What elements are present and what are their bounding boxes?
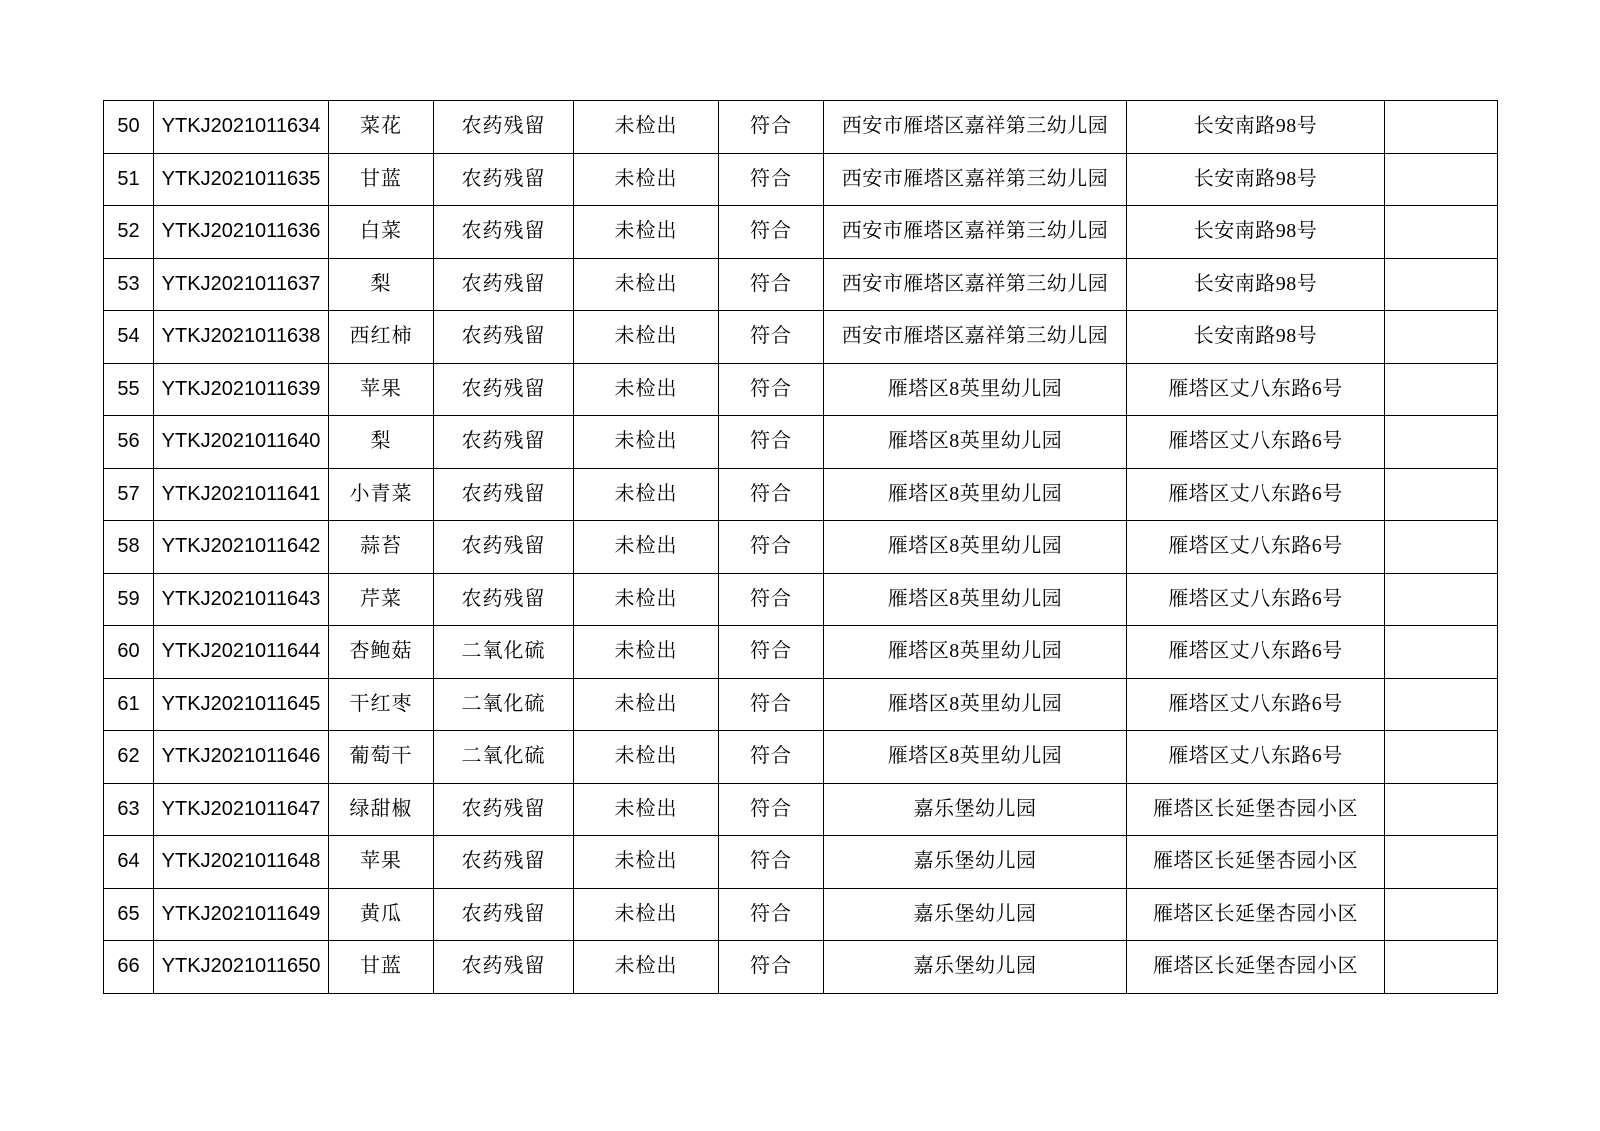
sample-code: YTKJ2021011644	[154, 626, 329, 679]
test-project: 农药残留	[434, 941, 574, 994]
test-result: 未检出	[574, 626, 719, 679]
table-row	[104, 573, 1498, 626]
test-result: 未检出	[574, 101, 719, 154]
test-result: 未检出	[574, 678, 719, 731]
address: 雁塔区长延堡杏园小区	[1127, 836, 1385, 889]
table-row	[104, 836, 1498, 889]
address: 长安南路98号	[1127, 206, 1385, 259]
inspected-unit: 嘉乐堡幼儿园	[824, 783, 1127, 836]
conclusion: 符合	[719, 101, 824, 154]
test-result: 未检出	[574, 363, 719, 416]
conclusion: 符合	[719, 153, 824, 206]
row-index: 52	[104, 206, 154, 259]
address: 长安南路98号	[1127, 153, 1385, 206]
test-result: 未检出	[574, 941, 719, 994]
test-result: 未检出	[574, 731, 719, 784]
address: 雁塔区长延堡杏园小区	[1127, 941, 1385, 994]
sample-name: 西红柿	[329, 311, 434, 364]
inspected-unit: 西安市雁塔区嘉祥第三幼儿园	[824, 101, 1127, 154]
note	[1385, 416, 1498, 469]
table-row	[104, 731, 1498, 784]
test-project: 农药残留	[434, 573, 574, 626]
row-index: 51	[104, 153, 154, 206]
conclusion: 符合	[719, 468, 824, 521]
conclusion: 符合	[719, 731, 824, 784]
sample-code: YTKJ2021011645	[154, 678, 329, 731]
note	[1385, 206, 1498, 259]
sample-name: 甘蓝	[329, 941, 434, 994]
conclusion: 符合	[719, 363, 824, 416]
sample-name: 芹菜	[329, 573, 434, 626]
row-index: 53	[104, 258, 154, 311]
test-result: 未检出	[574, 153, 719, 206]
sample-name: 苹果	[329, 836, 434, 889]
inspected-unit: 雁塔区8英里幼儿园	[824, 468, 1127, 521]
sample-code: YTKJ2021011635	[154, 153, 329, 206]
test-project: 农药残留	[434, 416, 574, 469]
sample-code: YTKJ2021011637	[154, 258, 329, 311]
address: 雁塔区丈八东路6号	[1127, 573, 1385, 626]
test-result: 未检出	[574, 573, 719, 626]
note	[1385, 311, 1498, 364]
row-index: 50	[104, 101, 154, 154]
address: 长安南路98号	[1127, 258, 1385, 311]
inspected-unit: 雁塔区8英里幼儿园	[824, 416, 1127, 469]
address: 雁塔区丈八东路6号	[1127, 363, 1385, 416]
table-row	[104, 416, 1498, 469]
test-project: 农药残留	[434, 153, 574, 206]
test-result: 未检出	[574, 836, 719, 889]
sample-code: YTKJ2021011647	[154, 783, 329, 836]
row-index: 66	[104, 941, 154, 994]
test-project: 二氧化硫	[434, 731, 574, 784]
test-project: 农药残留	[434, 783, 574, 836]
row-index: 65	[104, 888, 154, 941]
row-index: 55	[104, 363, 154, 416]
sample-name: 菜花	[329, 101, 434, 154]
row-index: 56	[104, 416, 154, 469]
conclusion: 符合	[719, 206, 824, 259]
table-row	[104, 153, 1498, 206]
sample-name: 白菜	[329, 206, 434, 259]
test-project: 农药残留	[434, 363, 574, 416]
test-project: 二氧化硫	[434, 678, 574, 731]
sample-name: 绿甜椒	[329, 783, 434, 836]
row-index: 58	[104, 521, 154, 574]
conclusion: 符合	[719, 416, 824, 469]
table-row	[104, 783, 1498, 836]
address: 雁塔区丈八东路6号	[1127, 678, 1385, 731]
sample-name: 黄瓜	[329, 888, 434, 941]
test-project: 农药残留	[434, 468, 574, 521]
address: 长安南路98号	[1127, 311, 1385, 364]
row-index: 63	[104, 783, 154, 836]
sample-code: YTKJ2021011640	[154, 416, 329, 469]
test-project: 农药残留	[434, 101, 574, 154]
note	[1385, 468, 1498, 521]
note	[1385, 573, 1498, 626]
note	[1385, 258, 1498, 311]
table-row	[104, 941, 1498, 994]
inspected-unit: 西安市雁塔区嘉祥第三幼儿园	[824, 153, 1127, 206]
inspected-unit: 西安市雁塔区嘉祥第三幼儿园	[824, 258, 1127, 311]
inspected-unit: 雁塔区8英里幼儿园	[824, 731, 1127, 784]
table-row	[104, 101, 1498, 154]
sample-code: YTKJ2021011642	[154, 521, 329, 574]
inspected-unit: 雁塔区8英里幼儿园	[824, 678, 1127, 731]
conclusion: 符合	[719, 783, 824, 836]
sample-name: 杏鲍菇	[329, 626, 434, 679]
table-row	[104, 258, 1498, 311]
conclusion: 符合	[719, 573, 824, 626]
table-row	[104, 363, 1498, 416]
row-index: 54	[104, 311, 154, 364]
conclusion: 符合	[719, 836, 824, 889]
sample-name: 蒜苔	[329, 521, 434, 574]
table-row	[104, 468, 1498, 521]
sample-code: YTKJ2021011649	[154, 888, 329, 941]
inspected-unit: 嘉乐堡幼儿园	[824, 888, 1127, 941]
note	[1385, 941, 1498, 994]
test-result: 未检出	[574, 416, 719, 469]
inspected-unit: 西安市雁塔区嘉祥第三幼儿园	[824, 311, 1127, 364]
test-result: 未检出	[574, 468, 719, 521]
test-project: 农药残留	[434, 311, 574, 364]
sample-name: 小青菜	[329, 468, 434, 521]
note	[1385, 101, 1498, 154]
inspected-unit: 嘉乐堡幼儿园	[824, 941, 1127, 994]
conclusion: 符合	[719, 521, 824, 574]
test-result: 未检出	[574, 311, 719, 364]
table-row	[104, 626, 1498, 679]
conclusion: 符合	[719, 941, 824, 994]
test-result: 未检出	[574, 258, 719, 311]
sample-name: 梨	[329, 416, 434, 469]
row-index: 59	[104, 573, 154, 626]
note	[1385, 521, 1498, 574]
row-index: 60	[104, 626, 154, 679]
inspected-unit: 嘉乐堡幼儿园	[824, 836, 1127, 889]
row-index: 61	[104, 678, 154, 731]
address: 雁塔区丈八东路6号	[1127, 521, 1385, 574]
test-result: 未检出	[574, 888, 719, 941]
test-result: 未检出	[574, 521, 719, 574]
row-index: 57	[104, 468, 154, 521]
note	[1385, 153, 1498, 206]
note	[1385, 783, 1498, 836]
note	[1385, 836, 1498, 889]
address: 雁塔区长延堡杏园小区	[1127, 888, 1385, 941]
address: 雁塔区丈八东路6号	[1127, 731, 1385, 784]
sample-name: 葡萄干	[329, 731, 434, 784]
table-row	[104, 206, 1498, 259]
inspected-unit: 雁塔区8英里幼儿园	[824, 521, 1127, 574]
test-project: 农药残留	[434, 258, 574, 311]
table-row	[104, 521, 1498, 574]
note	[1385, 678, 1498, 731]
sample-code: YTKJ2021011643	[154, 573, 329, 626]
inspected-unit: 雁塔区8英里幼儿园	[824, 573, 1127, 626]
results-table-container	[103, 100, 1497, 994]
sample-name: 苹果	[329, 363, 434, 416]
note	[1385, 731, 1498, 784]
sample-code: YTKJ2021011638	[154, 311, 329, 364]
conclusion: 符合	[719, 258, 824, 311]
table-row	[104, 678, 1498, 731]
test-project: 农药残留	[434, 521, 574, 574]
address: 长安南路98号	[1127, 101, 1385, 154]
inspected-unit: 雁塔区8英里幼儿园	[824, 626, 1127, 679]
sample-code: YTKJ2021011646	[154, 731, 329, 784]
test-result: 未检出	[574, 206, 719, 259]
test-project: 农药残留	[434, 206, 574, 259]
sample-code: YTKJ2021011648	[154, 836, 329, 889]
sample-code: YTKJ2021011634	[154, 101, 329, 154]
sample-name: 梨	[329, 258, 434, 311]
inspected-unit: 雁塔区8英里幼儿园	[824, 363, 1127, 416]
note	[1385, 626, 1498, 679]
sample-code: YTKJ2021011650	[154, 941, 329, 994]
conclusion: 符合	[719, 888, 824, 941]
test-project: 农药残留	[434, 836, 574, 889]
row-index: 64	[104, 836, 154, 889]
sample-code: YTKJ2021011641	[154, 468, 329, 521]
address: 雁塔区丈八东路6号	[1127, 626, 1385, 679]
conclusion: 符合	[719, 678, 824, 731]
test-project: 农药残留	[434, 888, 574, 941]
results-table-body	[104, 101, 1498, 994]
test-result: 未检出	[574, 783, 719, 836]
address: 雁塔区长延堡杏园小区	[1127, 783, 1385, 836]
sample-code: YTKJ2021011636	[154, 206, 329, 259]
address: 雁塔区丈八东路6号	[1127, 468, 1385, 521]
inspected-unit: 西安市雁塔区嘉祥第三幼儿园	[824, 206, 1127, 259]
row-index: 62	[104, 731, 154, 784]
sample-name: 甘蓝	[329, 153, 434, 206]
sample-name: 干红枣	[329, 678, 434, 731]
test-project: 二氧化硫	[434, 626, 574, 679]
note	[1385, 363, 1498, 416]
table-row	[104, 311, 1498, 364]
address: 雁塔区丈八东路6号	[1127, 416, 1385, 469]
note	[1385, 888, 1498, 941]
sample-code: YTKJ2021011639	[154, 363, 329, 416]
results-table	[103, 100, 1498, 994]
table-row	[104, 888, 1498, 941]
conclusion: 符合	[719, 626, 824, 679]
conclusion: 符合	[719, 311, 824, 364]
